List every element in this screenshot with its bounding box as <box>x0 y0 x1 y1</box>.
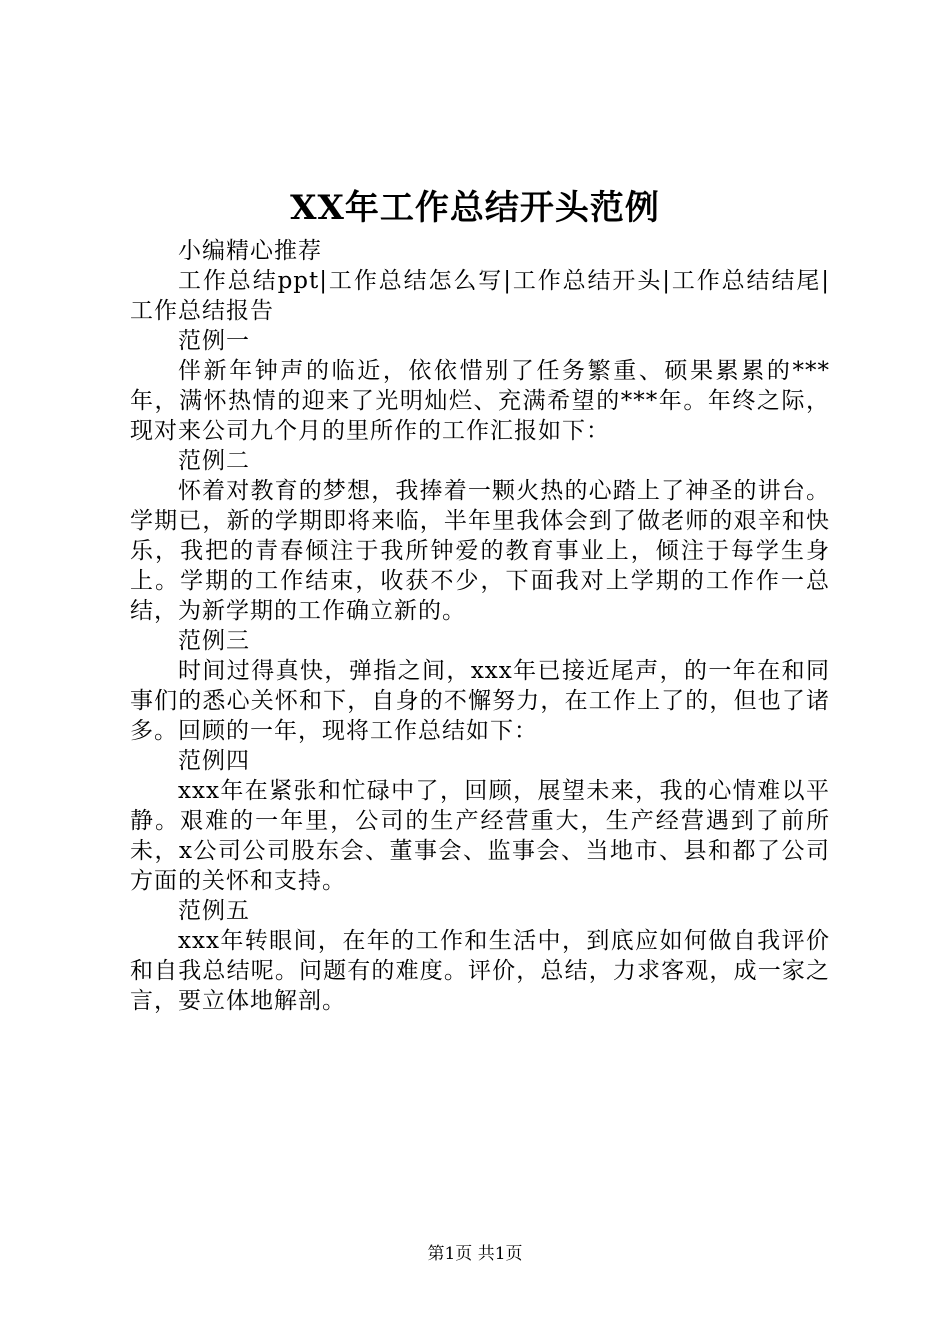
example-4-paragraph: xxx年在紧张和忙碌中了，回顾，展望未来，我的心情难以平静。艰难的一年里，公司的生产经营重大，生产经营遇到了前所未，x公司公司股东会、董事会、监事会、当地市、县和都了公司方面的关怀和支持。 <box>130 778 830 894</box>
related-topics-line: 工作总结ppt|工作总结怎么写|工作总结开头|工作总结结尾|工作总结报告 <box>130 268 830 324</box>
example-1-paragraph: 伴新年钟声的临近，依依惜别了任务繁重、硕果累累的***年，满怀热情的迎来了光明灿烂、充满希望的***年。年终之际，现对来公司九个月的里所作的工作汇报如下： <box>130 358 830 444</box>
section-heading-example-5: 范例五 <box>178 898 250 924</box>
example-3-paragraph: 时间过得真快，弹指之间，xxx年已接近尾声，的一年在和同事们的悉心关怀和下，自身的不懈努力，在工作上了的，但也了诸多。回顾的一年，现将工作总结如下： <box>130 658 830 744</box>
page-title: XX年工作总结开头范例 <box>290 188 660 228</box>
section-heading-example-4: 范例四 <box>178 748 250 774</box>
section-heading-example-1: 范例一 <box>178 328 250 354</box>
page-number-footer: 第1页 共1页 <box>427 1244 523 1264</box>
recommend-line: 小编精心推荐 <box>178 238 322 264</box>
example-2-paragraph: 怀着对教育的梦想，我捧着一颗火热的心踏上了神圣的讲台。学期已，新的学期即将来临，半年里我体会到了做老师的艰辛和快乐，我把的青春倾注于我所钟爱的教育事业上，倾注于每学生身上。学期的工作结束，收获不少，下面我对上学期的工作作一总结，为新学期的工作确立新的。 <box>130 478 830 624</box>
example-5-paragraph: xxx年转眼间，在年的工作和生活中，到底应如何做自我评价和自我总结呢。问题有的难度。评价，总结，力求客观，成一家之言，要立体地解剖。 <box>130 928 830 1014</box>
document-body <box>130 236 830 1016</box>
section-heading-example-2: 范例二 <box>178 448 250 474</box>
section-heading-example-3: 范例三 <box>178 628 250 654</box>
